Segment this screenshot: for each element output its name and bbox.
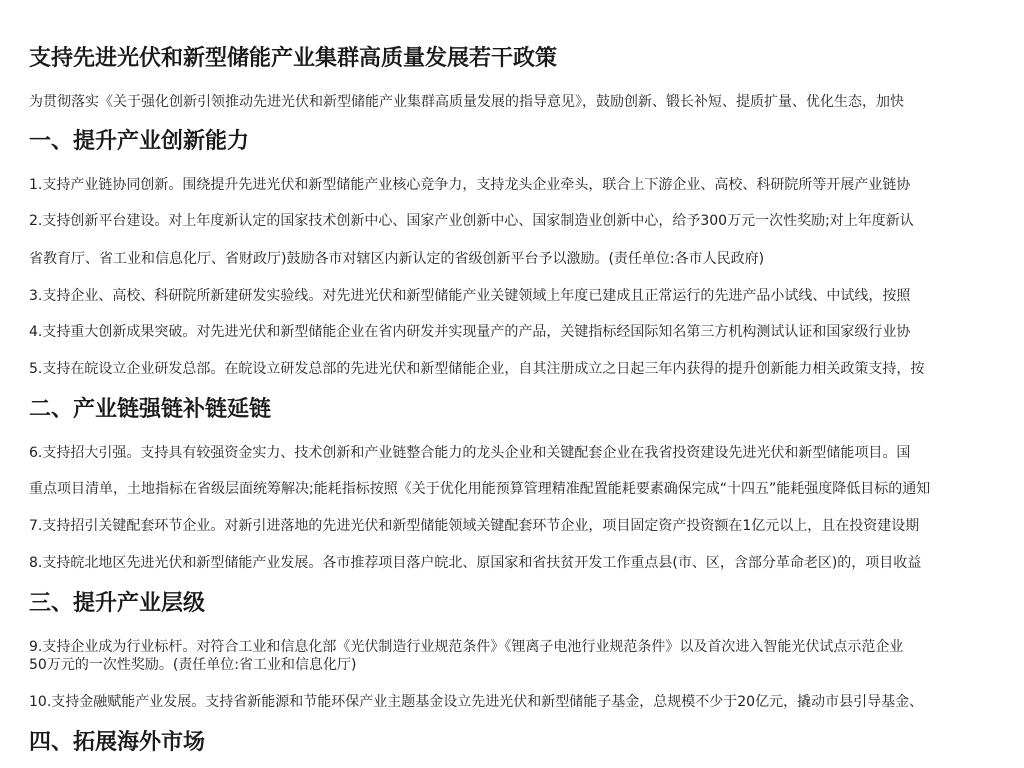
policy-item-1: 1.支持产业链协同创新。围绕提升先进光伏和新型储能产业核心竞争力，支持龙头企业牵头，联合上下游企业、高校、科研院所等开展产业链协 [29, 177, 911, 193]
policy-item-9: 9.支持企业成为行业标杆。对符合工业和信息化部《光伏制造行业规范条件》《锂离子电池行业规范条件》以及首次进入智能光伏试点示范企业 [29, 639, 904, 655]
policy-item-4: 4.支持重大创新成果突破。对先进光伏和新型储能企业在省内研发并实现量产的产品，关键指标经国际知名第三方机构测试认证和国家级行业协 [29, 324, 911, 340]
section-heading-4: 四、拓展海外市场 [29, 730, 206, 755]
policy-item-2: 2.支持创新平台建设。对上年度新认定的国家技术创新中心、国家产业创新中心、国家制造业创新中心，给予300万元一次性奖励;对上年度新认 [29, 213, 914, 229]
section-heading-1: 一、提升产业创新能力 [29, 129, 250, 154]
section-heading-2: 二、产业链强链补链延链 [29, 397, 272, 422]
policy-item-6: 6.支持招大引强。支持具有较强资金实力、技术创新和产业链整合能力的龙头企业和关键配套企业在我省投资建设先进光伏和新型储能项目。国 [29, 445, 911, 461]
policy-item-8: 8.支持皖北地区先进光伏和新型储能产业发展。各市推荐项目落户皖北、原国家和省扶贫开发工作重点县(市、区，含部分革命老区)的，项目收益 [29, 555, 922, 571]
policy-item-5: 5.支持在皖设立企业研发总部。在皖设立研发总部的先进光伏和新型储能企业，自其注册成立之日起三年内获得的提升创新能力相关政策支持，按 [29, 361, 925, 377]
policy-item-10: 10.支持金融赋能产业发展。支持省新能源和节能环保产业主题基金设立先进光伏和新型储能子基金，总规模不少于20亿元，撬动市县引导基金、 [29, 694, 924, 710]
page-title: 支持先进光伏和新型储能产业集群高质量发展若干政策 [29, 46, 558, 71]
policy-item-2-continuation: 省教育厅、省工业和信息化厅、省财政厅)鼓励各市对辖区内新认定的省级创新平台予以激励。(责任单位:各市人民政府) [29, 251, 765, 267]
section-heading-3: 三、提升产业层级 [29, 591, 206, 616]
policy-item-6-continuation: 重点项目清单，土地指标在省级层面统筹解决;能耗指标按照《关于优化用能预算管理精准配置能耗要素确保完成“十四五”能耗强度降低目标的通知 [29, 481, 931, 497]
policy-item-7: 7.支持招引关键配套环节企业。对新引进落地的先进光伏和新型储能领域关键配套环节企业，项目固定资产投资额在1亿元以上，且在投资建设期 [29, 518, 920, 534]
intro-paragraph: 为贯彻落实《关于强化创新引领推动先进光伏和新型储能产业集群高质量发展的指导意见》，鼓励创新、锻长补短、提质扩量、优化生态，加快 [29, 94, 904, 110]
policy-item-3: 3.支持企业、高校、科研院所新建研发实验线。对先进光伏和新型储能产业关键领域上年度已建成且正常运行的先进产品小试线、中试线，按照 [29, 288, 911, 304]
policy-item-9-continuation: 50万元的一次性奖励。(责任单位:省工业和信息化厅) [29, 657, 357, 673]
